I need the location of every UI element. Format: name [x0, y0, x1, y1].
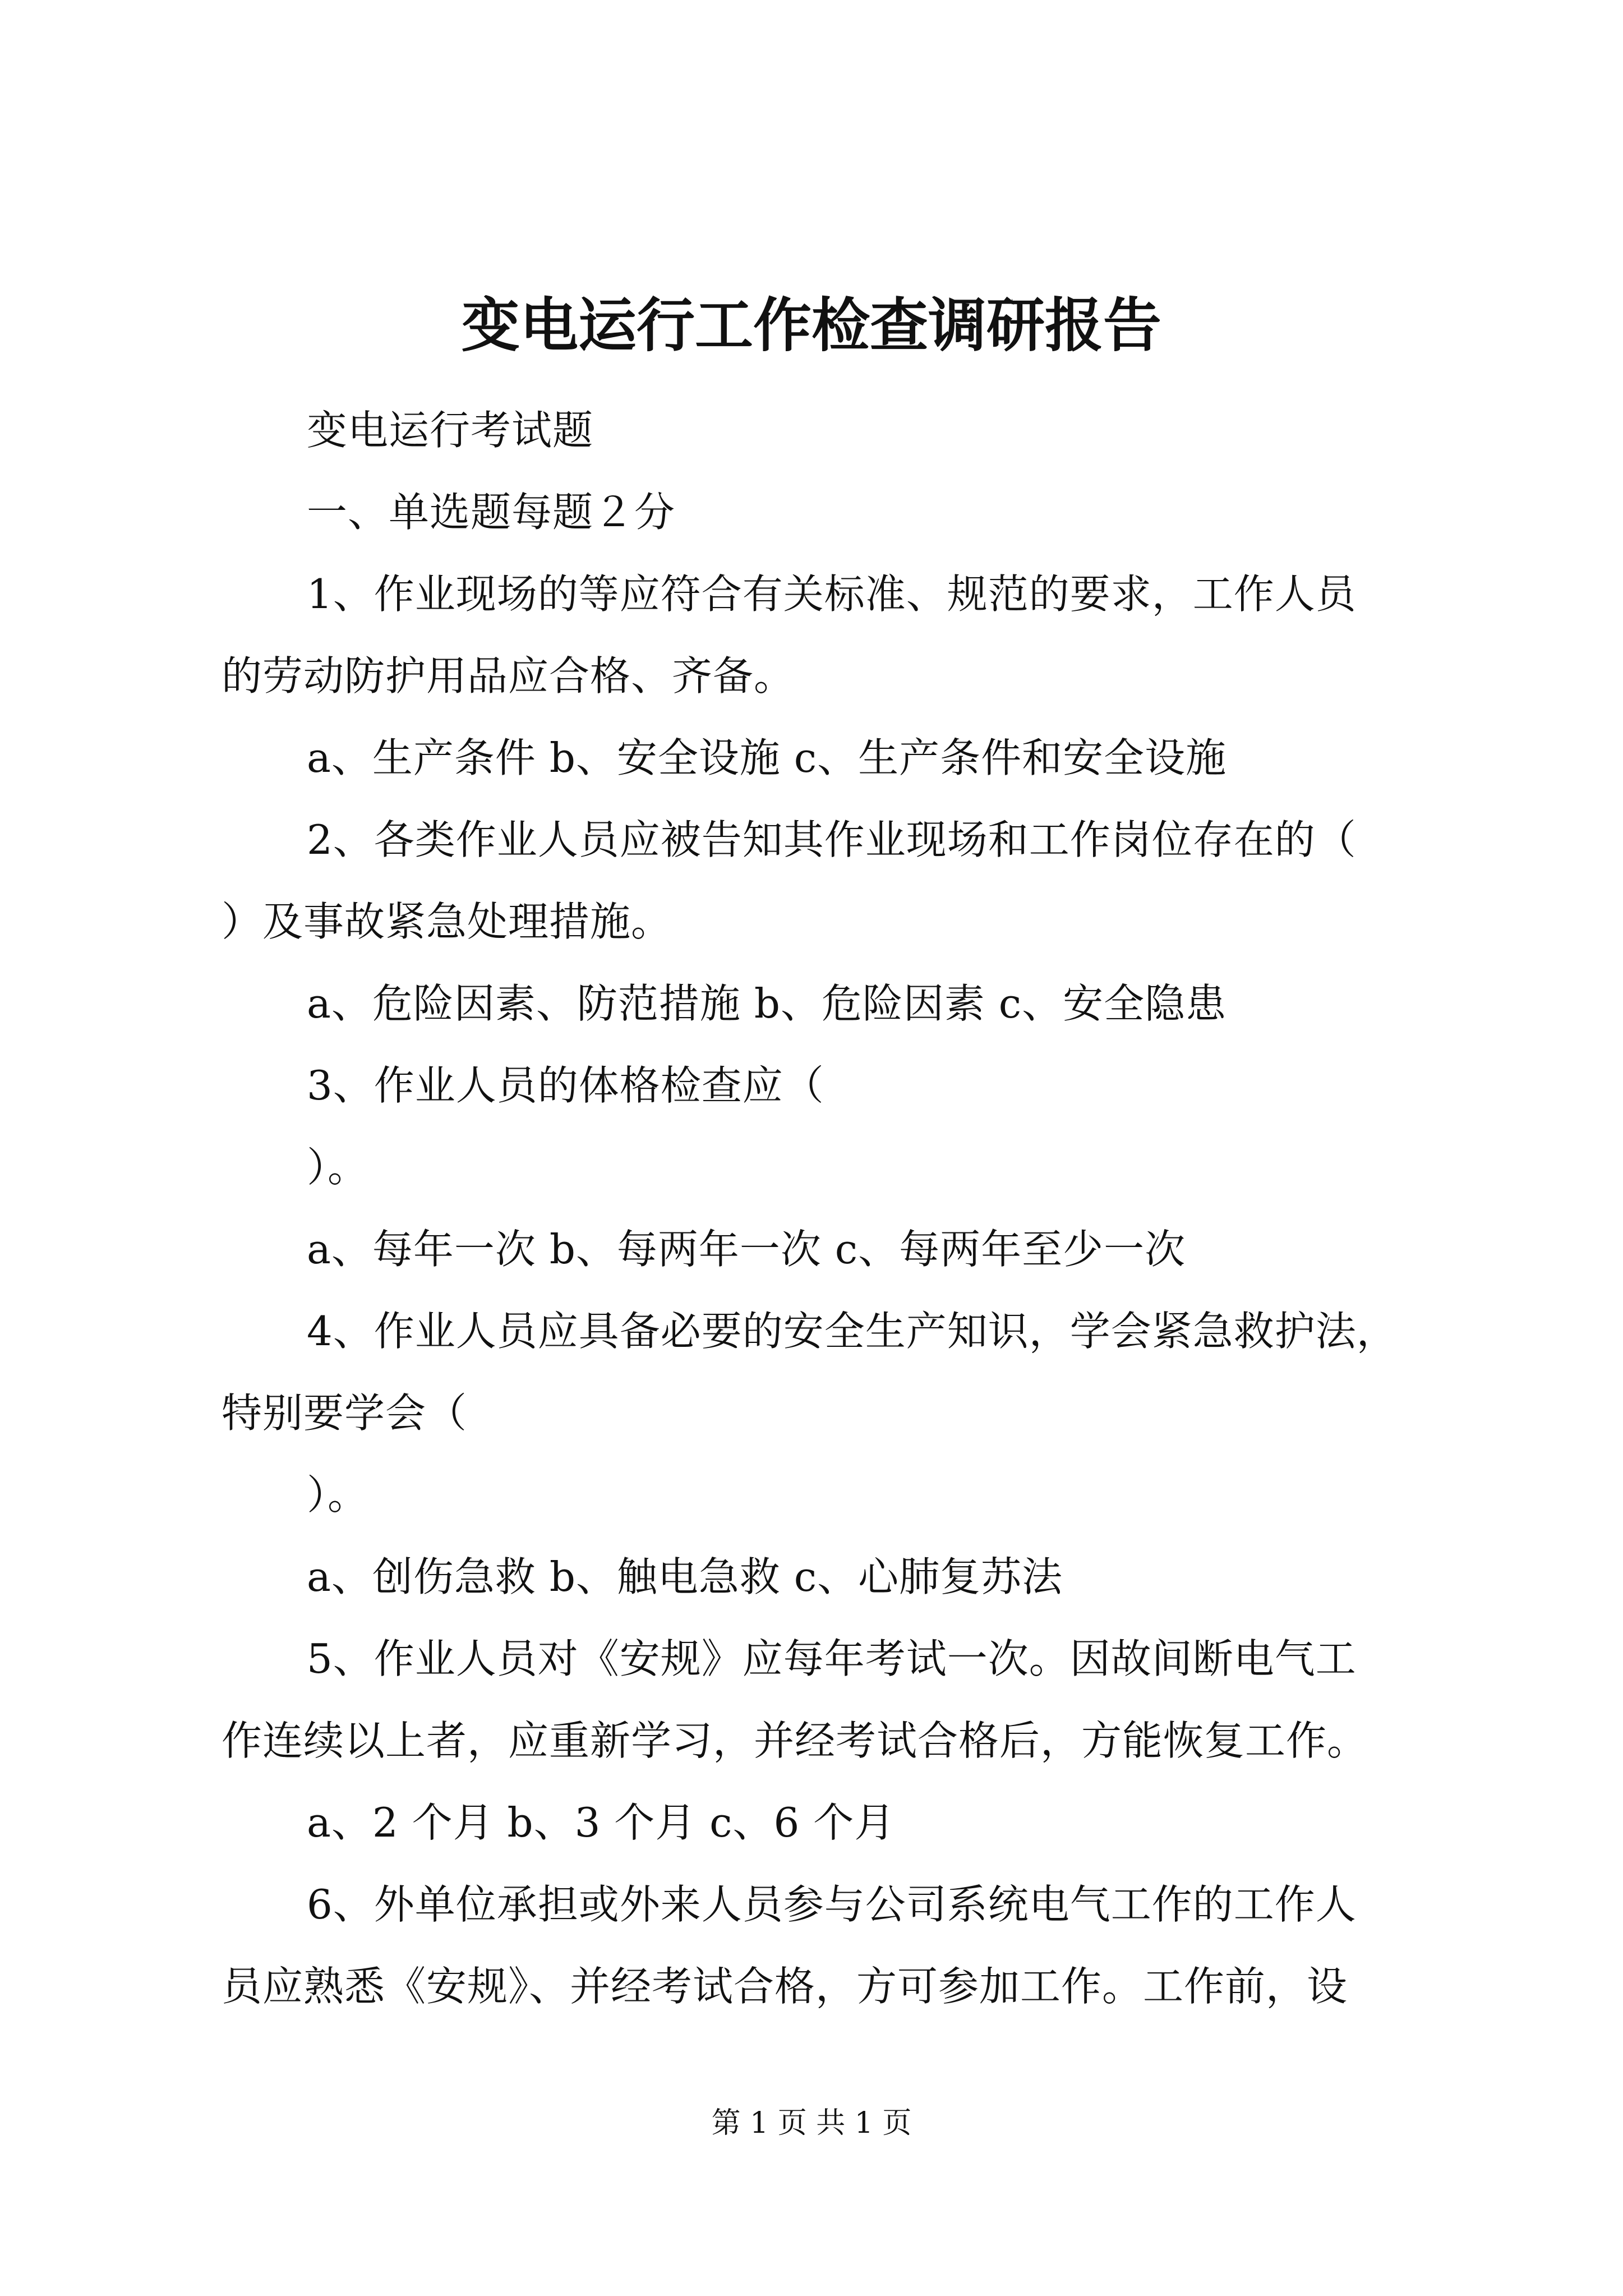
text-line: a、创伤急救 b、触电急救 c、心肺复苏法: [307, 1553, 1063, 1600]
text-line: 5、作业人员对《安规》应每年考试一次。因故间断电气工: [307, 1635, 1357, 1682]
page-footer: 第 1 页 共 1 页: [711, 2106, 912, 2140]
text-line: a、生产条件 b、安全设施 c、生产条件和安全设施: [307, 734, 1227, 781]
text-line: 变电运行考试题: [307, 407, 594, 454]
text-line: 6、外单位承担或外来人员参与公司系统电气工作的工作人: [307, 1881, 1357, 1928]
text-line: a、危险因素、防范措施 b、危险因素 c、安全隐患: [307, 980, 1227, 1027]
text-line: 2、各类作业人员应被告知其作业现场和工作岗位存在的（: [307, 816, 1357, 863]
text-line: 的劳动防护用品应合格、齐备。: [222, 652, 795, 700]
text-line: ）。: [307, 1144, 369, 1191]
document-title: 变电运行工作检查调研报告: [461, 291, 1161, 360]
text-line: 一、单选题每题２分: [307, 489, 676, 536]
text-line: a、每年一次 b、每两年一次 c、每两年至少一次: [307, 1226, 1186, 1273]
text-line: 4、作业人员应具备必要的安全生产知识，学会紧急救护法，: [307, 1308, 1398, 1355]
text-line: ）及事故紧急处理措施。: [222, 898, 672, 945]
text-line: 3、作业人员的体格检查应（: [307, 1062, 824, 1109]
text-line: 员应熟悉《安规》、并经考试合格，方可参加工作。工作前，设: [222, 1963, 1348, 2010]
text-line: 1、作业现场的等应符合有关标准、规范的要求，工作人员: [307, 570, 1357, 618]
text-line: 特别要学会（: [222, 1389, 468, 1437]
document-body: [222, 389, 1427, 2027]
text-line: a、2 个月 b、3 个月 c、6 个月: [307, 1799, 896, 1846]
text-line: ）。: [307, 1471, 369, 1519]
text-line: 作连续以上者，应重新学习，并经考试合格后，方能恢复工作。: [222, 1717, 1368, 1764]
